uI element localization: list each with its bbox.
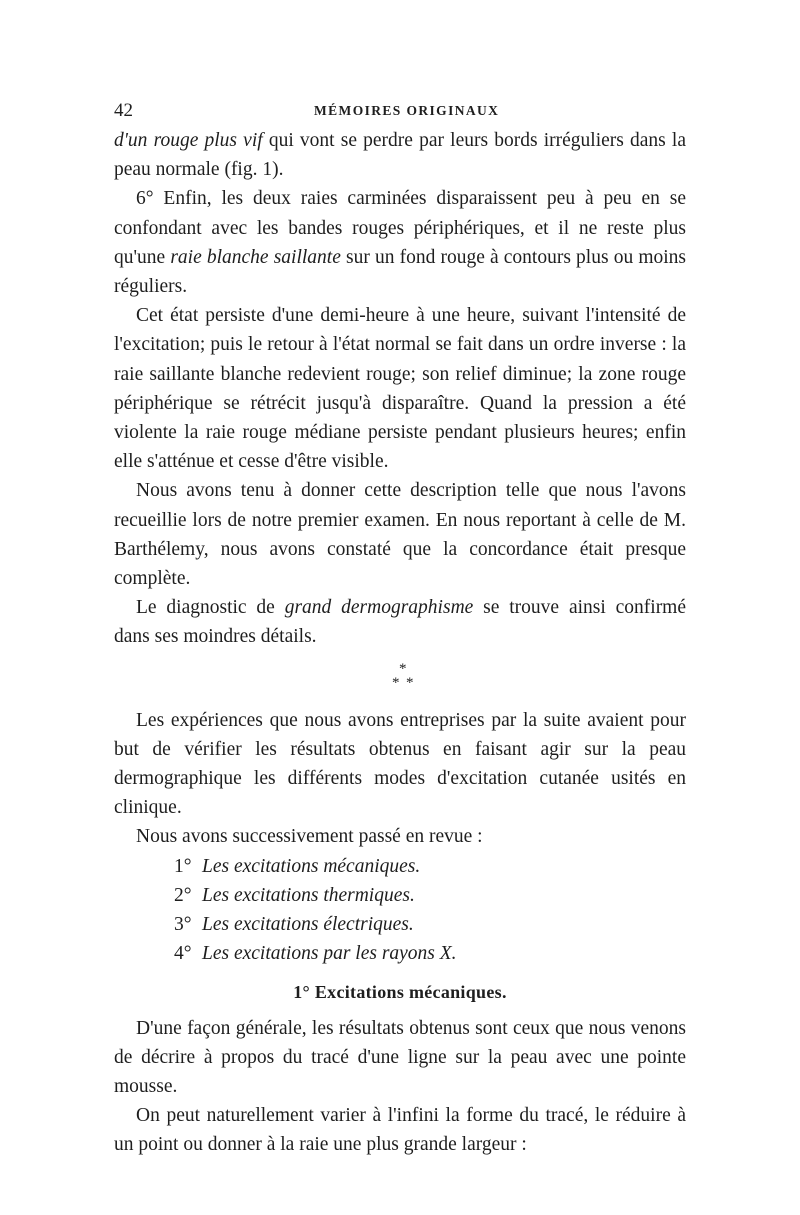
excitation-list: [114, 852, 686, 969]
paragraph-8: D'une façon générale, les résultats obtenus sont ceux que nous venons de décrire à propos du tracé d'une ligne sur la peau avec une pointe mousse.: [114, 1017, 686, 1098]
paragraph-text: Le diagnostic de: [136, 597, 285, 619]
paragraph-text: qui vont se perdre par leurs bords irréguliers dans la peau normale (fig. 1).: [114, 130, 686, 181]
asterism-star: *: [399, 660, 407, 677]
emphasis: d'un rouge plus vif: [114, 130, 263, 151]
paragraph-4: Nous avons tenu à donner cette description telle que nous l'avons recueillie lors de notre premier examen. En nous reportant à celle de M. Barthélemy, nous avons constaté que la concordance était presque complète.: [114, 480, 686, 590]
list-number: 1°: [174, 855, 192, 877]
list-number: 4°: [174, 943, 192, 965]
list-number: 2°: [174, 884, 192, 906]
paragraph-1: [114, 126, 686, 184]
list-number: 3°: [174, 914, 192, 936]
list-item: [114, 852, 686, 881]
list-label: Les excitations électriques.: [202, 914, 414, 936]
list-label: Les excitations par les rayons X.: [202, 943, 457, 965]
paragraph-2: [114, 184, 686, 301]
paragraph-text: sur un fond rouge à contours plus ou moins réguliers.: [114, 246, 687, 298]
asterism-star: *: [392, 674, 400, 691]
running-title: MÉMOIRES ORIGINAUX: [314, 103, 500, 118]
list-item: [114, 910, 686, 939]
paragraph-3: Cet état persiste d'une demi-heure à une heure, suivant l'intensité de l'excitation; puis le retour à l'état normal se fait dans un ordre inverse : la raie saillante blanche redevient rouge; son relief diminue; la zone rouge périphérique se rétrécit jusqu'à disparaître. Quand la pression a été violente la raie rouge médiane persiste pendant plusieurs heures; enfin elle s'atténue et cesse d'être visible.: [114, 305, 686, 473]
paragraph-5: [114, 593, 686, 651]
emphasis: raie blanche saillante: [170, 246, 341, 268]
emphasis: grand dermographisme: [284, 597, 474, 619]
page-number: 42: [114, 100, 133, 121]
paragraph-9: On peut naturellement varier à l'infini la forme du tracé, le réduire à un point ou donner à la raie une plus grande largeur :: [114, 1105, 686, 1156]
running-head: [114, 96, 686, 126]
asterism-star: *: [406, 674, 414, 691]
section-heading: 1° Excitations mécaniques.: [293, 982, 507, 1003]
list-label: Les excitations thermiques.: [202, 884, 415, 906]
paragraph-text: se trouve ainsi confirmé dans ses moindres détails.: [114, 597, 687, 648]
list-item: [114, 939, 686, 968]
asterism: [114, 656, 686, 700]
page: [114, 96, 686, 1160]
paragraph-7: Nous avons successivement passé en revue :: [136, 826, 483, 848]
paragraph-6: Les expériences que nous avons entreprises par la suite avaient pour but de vérifier les résultats obtenus en faisant agir sur la peau dermographique les différents modes d'excitation cutanée usités en clinique.: [114, 709, 686, 819]
list-label: Les excitations mécaniques.: [202, 855, 421, 877]
paragraph-text: 6° Enfin, les deux raies carminées disparaissent peu à peu en se confondant avec les bandes rouges périphériques, et il ne reste plus qu'une: [114, 188, 686, 268]
list-item: [114, 881, 686, 910]
